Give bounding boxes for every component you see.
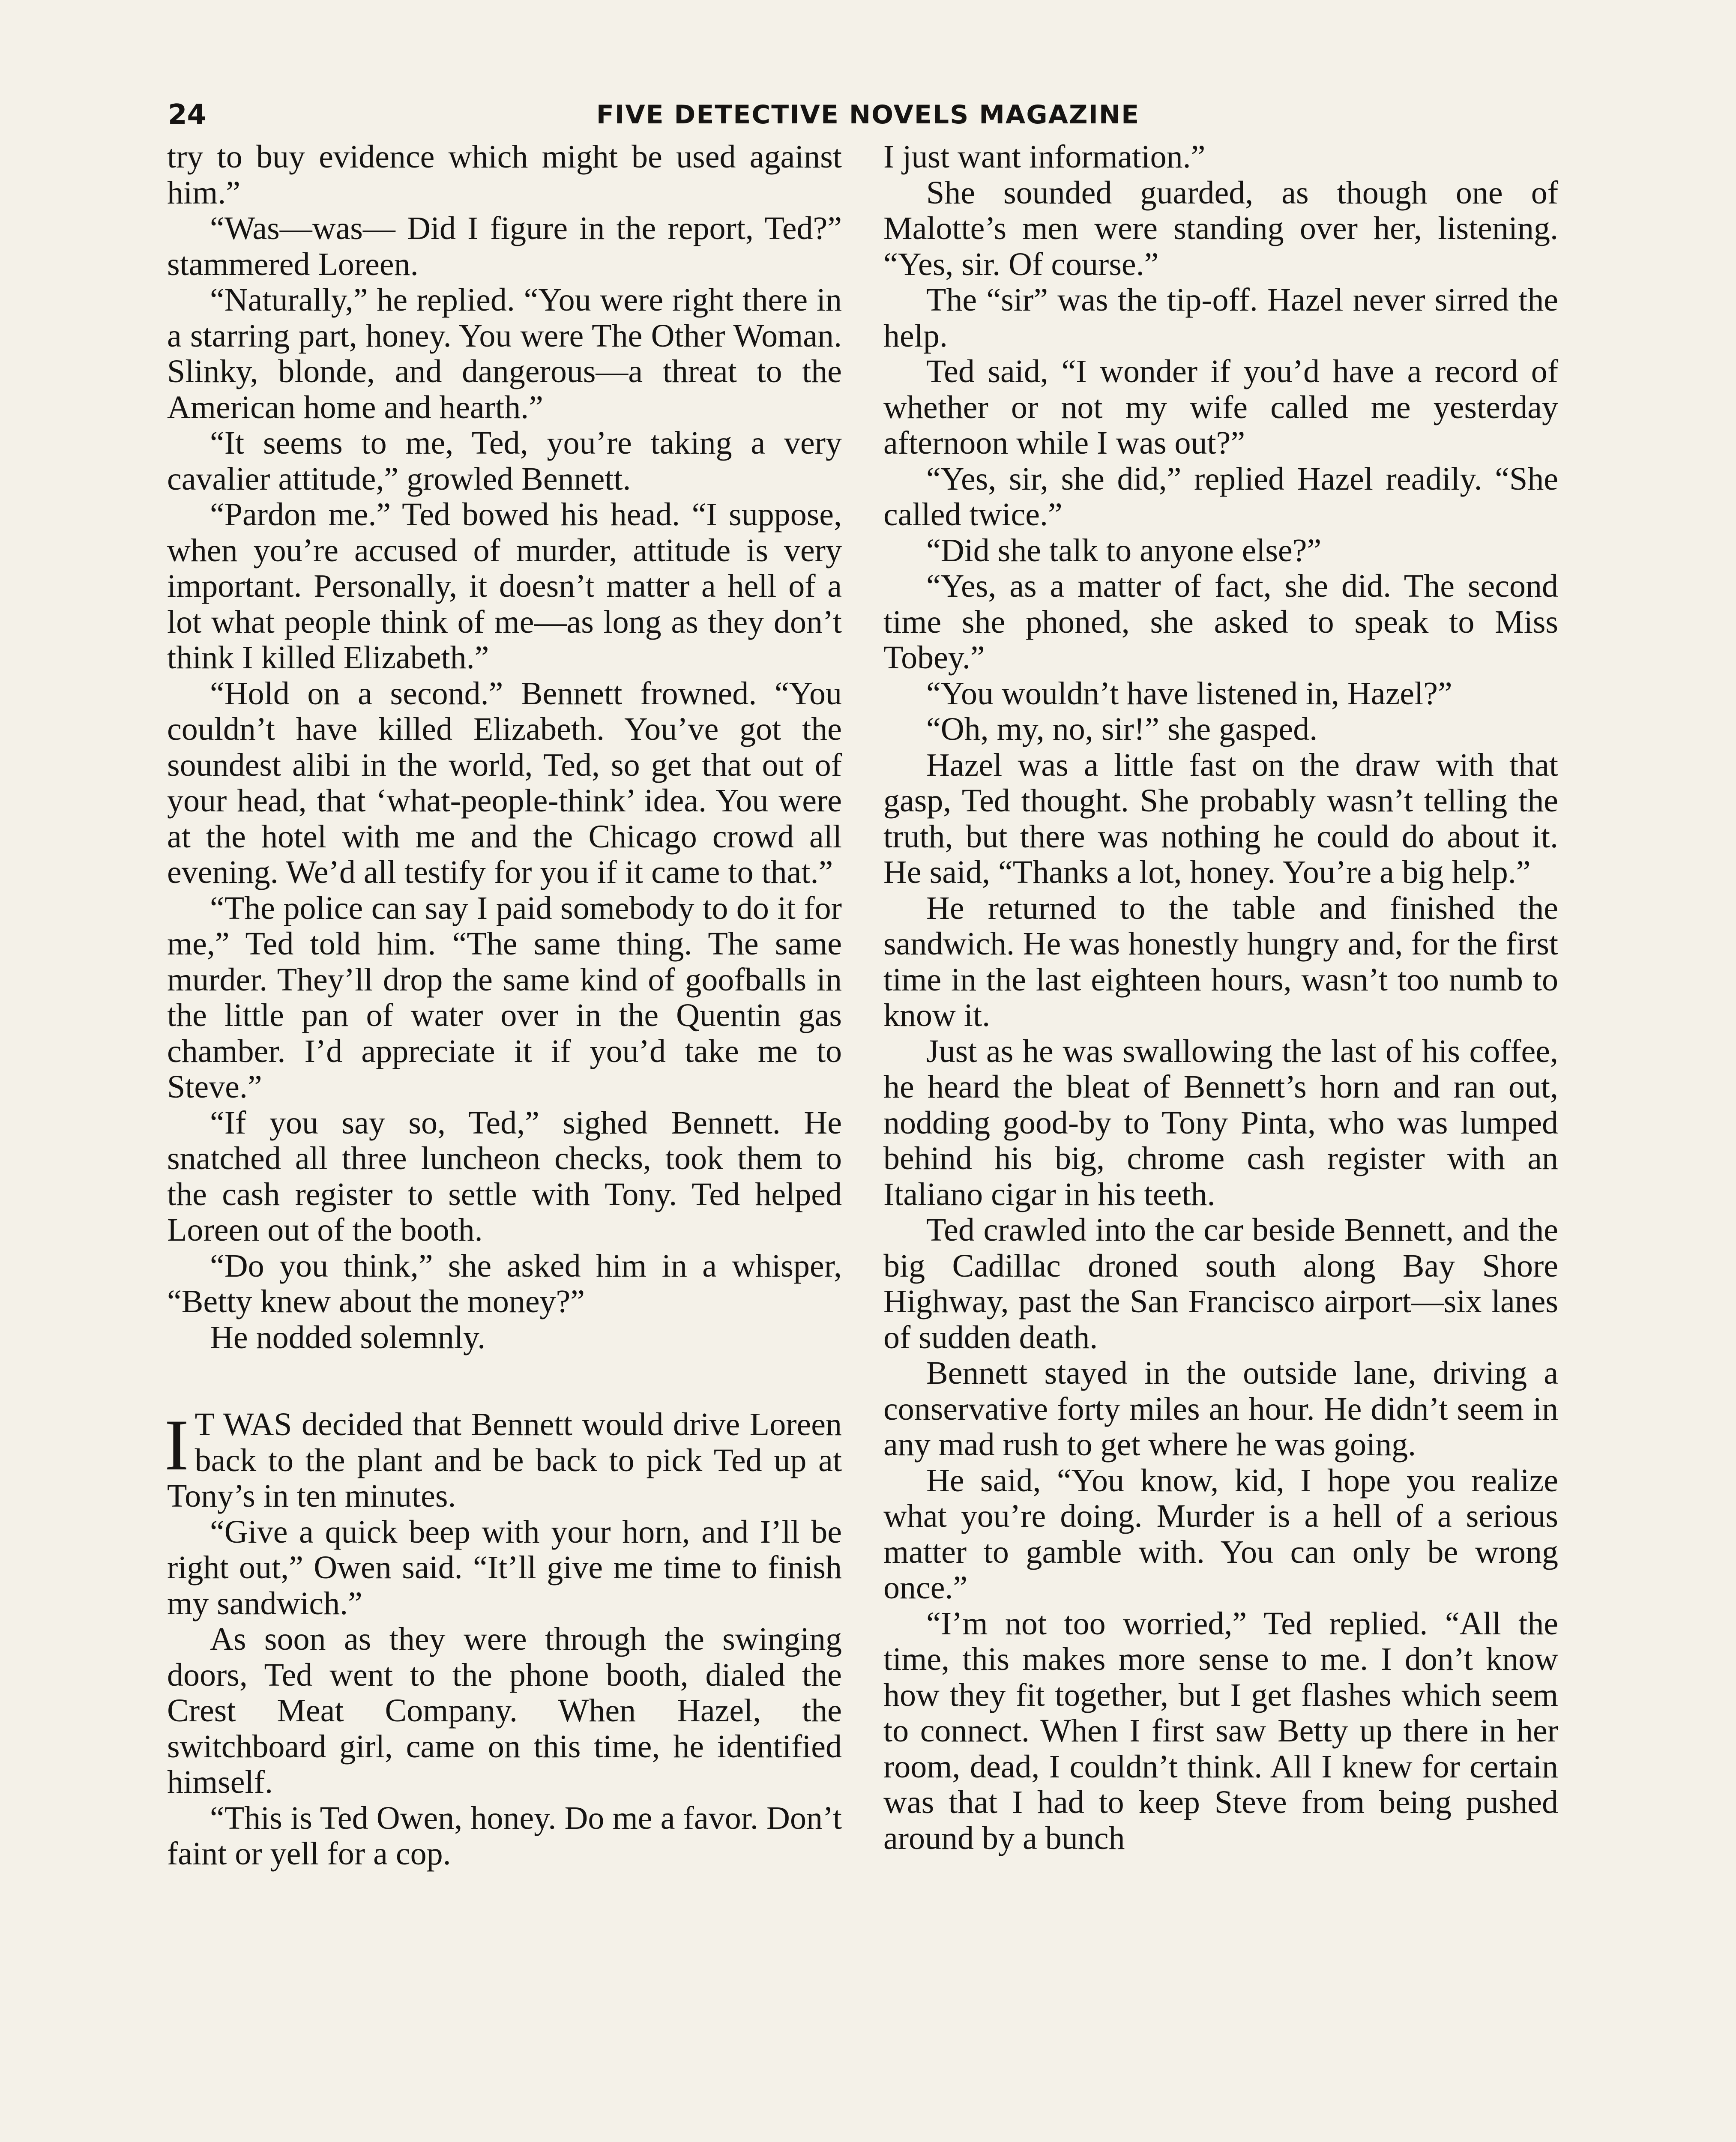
paragraph: She sounded guarded, as though one of Malotte’s men were standing over her, listening. “Yes, sir. Of course.” (883, 174, 1558, 282)
paragraph: “Naturally,” he replied. “You were right there in a starring part, honey. You were The Other Woman. Slinky, blonde, and dangerous—a threat to the American home and hearth.” (167, 282, 842, 425)
paragraph: “Pardon me.” Ted bowed his head. “I suppose, when you’re accused of murder, attitude is very important. Personally, it doesn’t matter a hell of a lot what people think of me—as long as they don’t think I killed Elizabeth.” (167, 497, 842, 676)
left-column-paragraphs (167, 139, 842, 1355)
paragraph: “If you say so, Ted,” sighed Bennett. He snatched all three luncheon checks, took them to the cash register to settle with Tony. Ted helped Loreen out of the booth. (167, 1104, 842, 1248)
paragraph: Bennett stayed in the outside lane, driving a conservative forty miles an hour. He didn’t seem in any mad rush to get where he was going. (883, 1355, 1558, 1463)
paragraph: He said, “You know, kid, I hope you realize what you’re doing. Murder is a hell of a serious matter to gamble with. You can only be wrong once.” (883, 1462, 1558, 1606)
paragraph: “It seems to me, Ted, you’re taking a very cavalier attitude,” growled Bennett. (167, 425, 842, 497)
paragraph: Hazel was a little fast on the draw with that gasp, Ted thought. She probably wasn’t telling the truth, but there was nothing he could do about it. He said, “Thanks a lot, honey. You’re a big help.” (883, 747, 1558, 890)
paragraph: “Yes, sir, she did,” replied Hazel readily. “She called twice.” (883, 461, 1558, 533)
section-break-paragraph (167, 1407, 842, 1514)
paragraph: try to buy evidence which might be used against him.” (167, 139, 842, 211)
paragraph: “The police can say I paid somebody to do it for me,” Ted told him. “The same thing. The same murder. They’ll drop the same kind of goofballs in the little pan of water over in the Quentin gas chamber. I’d appreciate it if you’d take me to Steve.” (167, 890, 842, 1105)
paragraph: “Did she talk to anyone else?” (926, 532, 1322, 568)
paragraph: He nodded solemnly. (210, 1319, 486, 1355)
paragraph: “You wouldn’t have listened in, Hazel?” (926, 675, 1452, 712)
left-column (167, 139, 842, 1872)
paragraph: “Was—was— Did I figure in the report, Ted?” stammered Loreen. (167, 210, 842, 282)
paragraph: “Give a quick beep with your horn, and I’ll be right out,” Owen said. “It’ll give me time to finish my sandwich.” (167, 1514, 842, 1621)
page-number: 24 (168, 99, 207, 131)
right-column (883, 139, 1558, 1856)
paragraph: Ted crawled into the car beside Bennett, and the big Cadillac droned south along Bay Shore Highway, past the San Francisco airport—six lanes of sudden death. (883, 1212, 1558, 1355)
drop-cap: I (165, 1405, 189, 1485)
paragraph: “Do you think,” she asked him in a whisper, “Betty knew about the money?” (167, 1248, 842, 1319)
paragraph: As soon as they were through the swinging doors, Ted went to the phone booth, dialed the Crest Meat Company. When Hazel, the switchboard girl, came on this time, he identified himself. (167, 1621, 842, 1800)
paragraph: “Yes, as a matter of fact, she did. The second time she phoned, she asked to speak to Miss Tobey.” (883, 568, 1558, 676)
paragraph: He returned to the table and finished the sandwich. He was honestly hungry and, for the first time in the last eighteen hours, wasn’t too numb to know it. (883, 890, 1558, 1033)
section-break-text: T WAS decided that Bennett would drive Loreen back to the plant and be back to pick Ted up at Tony’s in ten minutes. (167, 1406, 842, 1514)
paragraph: “I’m not too worried,” Ted replied. “All the time, this makes more sense to me. I don’t know how they fit together, but I get flashes which seem to connect. When I first saw Betty up there in her room, dead, I couldn’t think. All I knew for certain was that I had to keep Steve from being pushed around by a bunch (883, 1605, 1558, 1856)
paragraph: I just want information.” (883, 139, 1206, 175)
paragraph: “This is Ted Owen, honey. Do me a favor. Don’t faint or yell for a cop. (167, 1800, 842, 1872)
magazine-title: FIVE DETECTIVE NOVELS MAGAZINE (596, 100, 1140, 130)
left-column-paragraphs-after (167, 1514, 842, 1872)
paragraph: Ted said, “I wonder if you’d have a record of whether or not my wife called me yesterday afternoon while I was out?” (883, 353, 1558, 461)
paragraph: Just as he was swallowing the last of his coffee, he heard the bleat of Bennett’s horn and ran out, nodding good-by to Tony Pinta, who was lumped behind his big, chrome cash register with an Italiano cigar in his teeth. (883, 1033, 1558, 1212)
paragraph: “Oh, my, no, sir!” she gasped. (926, 711, 1318, 747)
paragraph: “Hold on a second.” Bennett frowned. “You couldn’t have killed Elizabeth. You’ve got the soundest alibi in the world, Ted, so get that out of your head, that ‘what-people-think’ idea. You were at the hotel with me and the Chicago crowd all evening. We’d all testify for you if it came to that.” (167, 675, 842, 890)
paragraph: The “sir” was the tip-off. Hazel never sirred the help. (883, 282, 1558, 354)
right-column-paragraphs (883, 139, 1558, 1856)
